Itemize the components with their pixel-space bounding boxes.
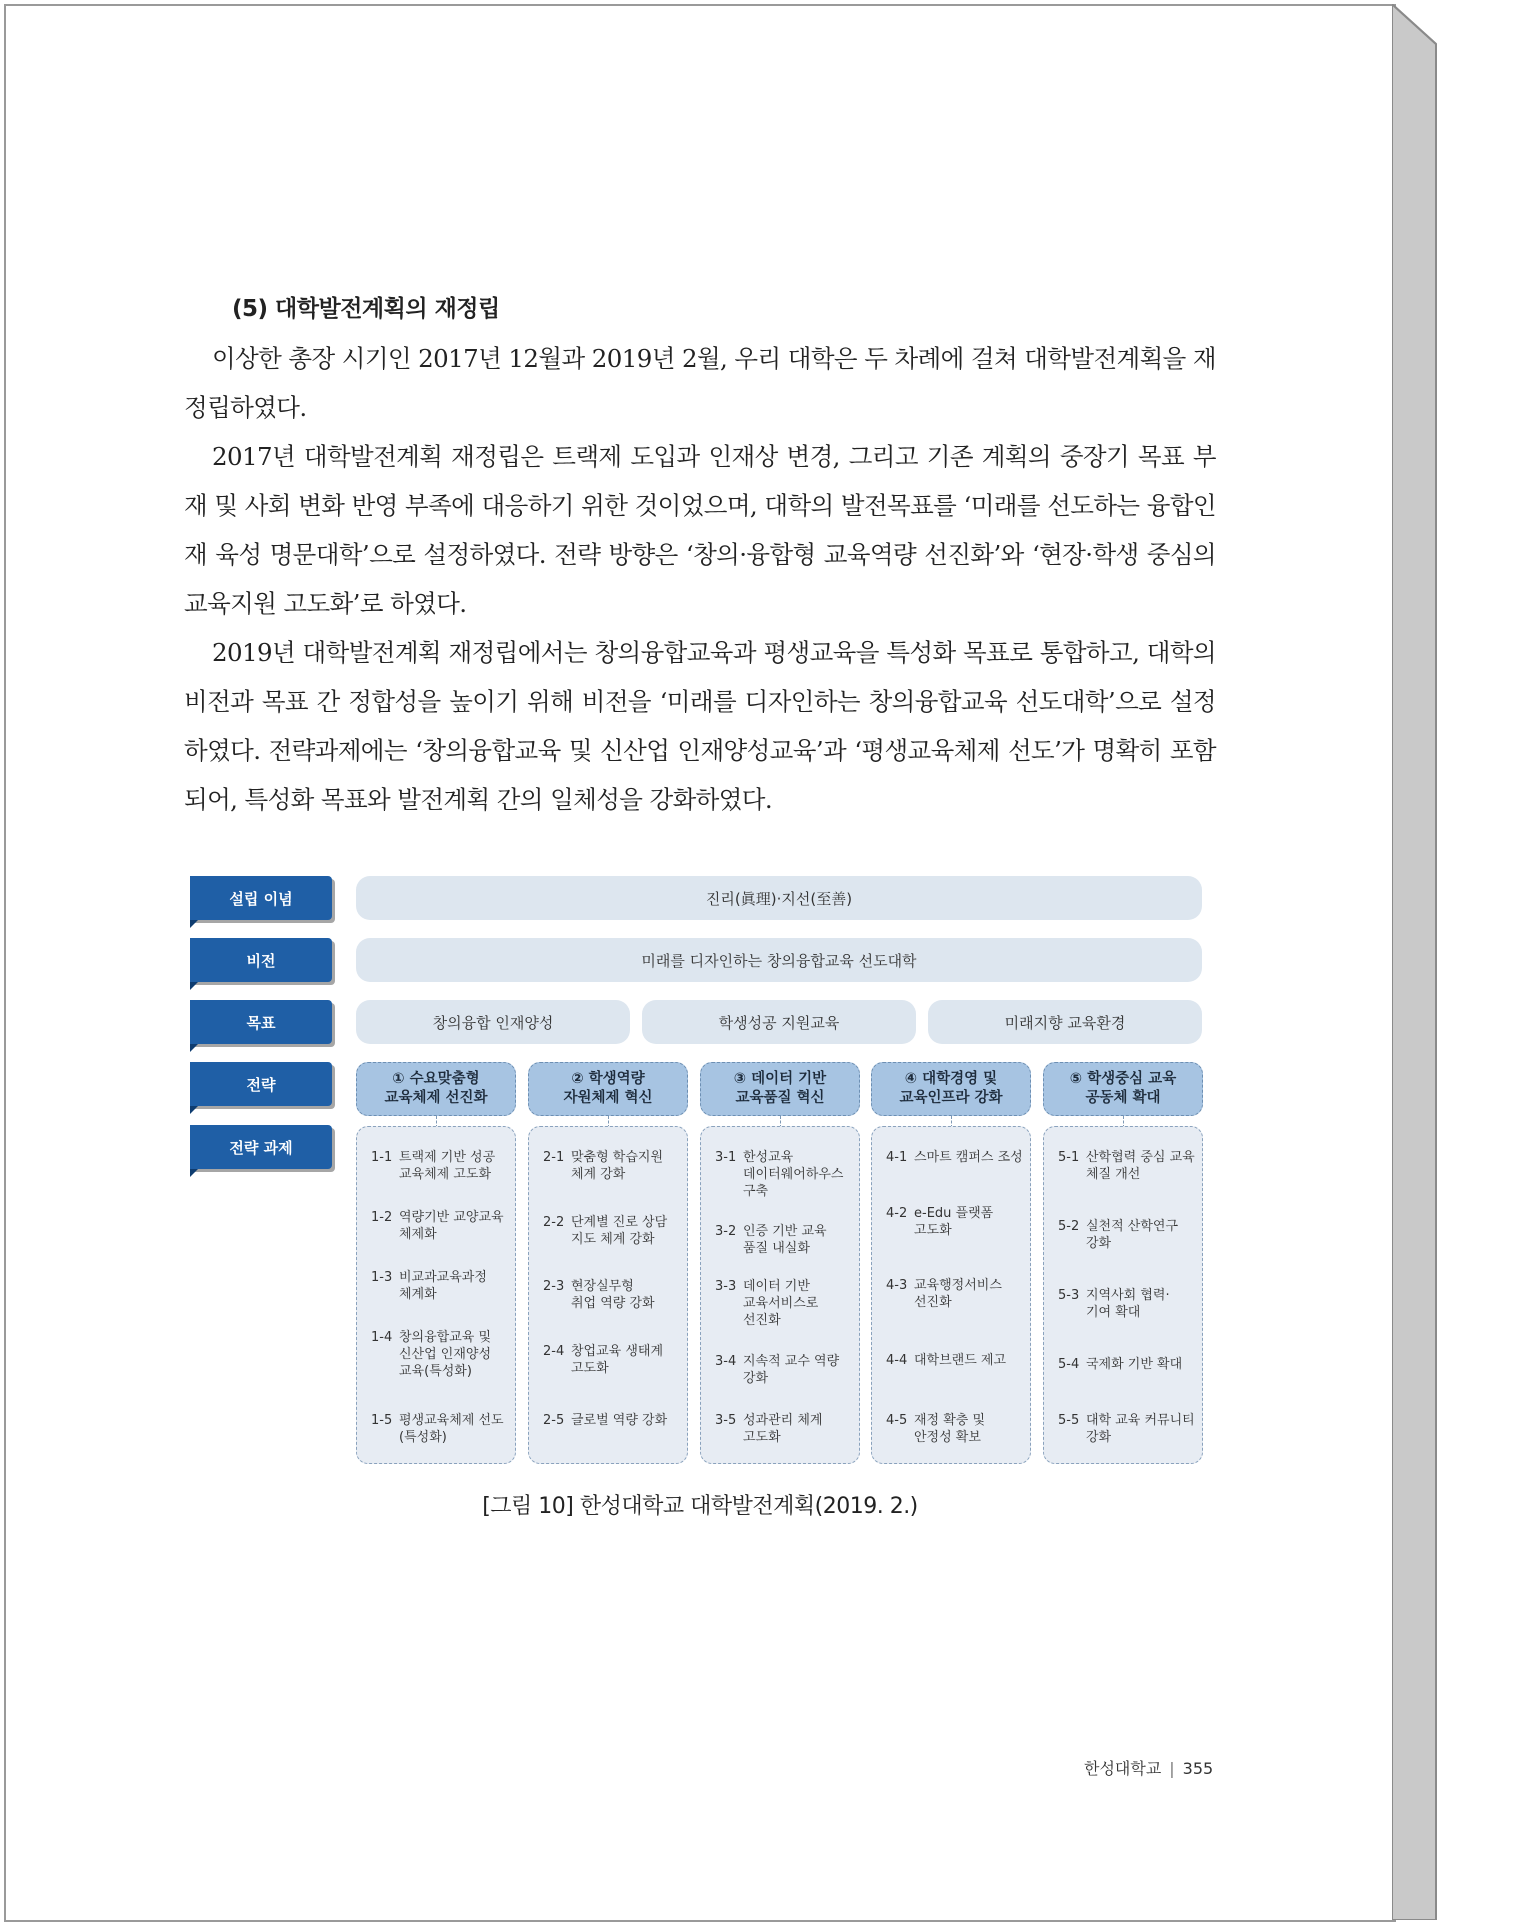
paragraph-1: 이상한 총장 시기인 2017년 12월과 2019년 2월, 우리 대학은 두 차례에 걸쳐 대학발전계획을 재정립하였다.: [184, 344, 1216, 422]
task-number: 4-4: [886, 1353, 908, 1368]
task-number: 5-2: [1058, 1219, 1080, 1234]
task-number: 1-2: [371, 1210, 393, 1225]
task-number: 1-5: [371, 1413, 393, 1428]
task-text: 지역사회 협력· 기여 확대: [1086, 1288, 1170, 1320]
task-number: 2-3: [543, 1279, 565, 1294]
task-column-3: [700, 1126, 860, 1464]
task-number: 3-3: [715, 1279, 737, 1294]
task-text: 교육행정서비스 선진화: [914, 1278, 1002, 1310]
task-item: [715, 1223, 857, 1257]
task-item: [886, 1277, 1028, 1311]
task-number: 3-2: [715, 1224, 737, 1239]
task-number: 5-1: [1058, 1150, 1080, 1165]
task-text: 한성교육 데이터웨어하우스 구축: [743, 1150, 844, 1199]
task-text: 창의융합교육 및 신산업 인재양성 교육(특성화): [399, 1330, 492, 1379]
task-text: 산학협력 중심 교육 체질 개선: [1086, 1150, 1195, 1182]
task-text: 실천적 산학연구 강화: [1086, 1219, 1179, 1251]
task-text: 성과관리 체계 고도화: [743, 1413, 823, 1445]
task-item: [1058, 1149, 1200, 1183]
task-item: [1058, 1412, 1200, 1446]
task-text: 대학 교육 커뮤니티 강화: [1086, 1413, 1195, 1445]
task-number: 3-5: [715, 1413, 737, 1428]
body-text: [184, 334, 1216, 824]
task-item: [543, 1343, 685, 1377]
book-edge: [1392, 4, 1442, 1920]
task-column-1: [356, 1126, 516, 1464]
task-number: 2-2: [543, 1215, 565, 1230]
task-number: 1-1: [371, 1150, 393, 1165]
task-item: [371, 1149, 513, 1183]
task-text: 재정 확충 및 안정성 확보: [914, 1413, 986, 1445]
task-column-5: [1043, 1126, 1203, 1464]
task-text: 스마트 캠퍼스 조성: [914, 1150, 1023, 1165]
strategy-3: ③ 데이터 기반 교육품질 혁신: [700, 1062, 860, 1116]
task-text: 글로벌 역량 강화: [571, 1413, 668, 1428]
task-text: 단계별 진로 상담 지도 체계 강화: [571, 1215, 668, 1247]
task-number: 2-1: [543, 1150, 565, 1165]
paragraph-3: 2019년 대학발전계획 재정립에서는 창의융합교육과 평생교육을 특성화 목표로 통합하고, 대학의 비전과 목표 간 정합성을 높이기 위해 비전을 ‘미래를 디자인하는 창의융합교육 선도대학’으로 설정하였다. 전략과제에는 ‘창의융합교육 및 신산업 인재양성교육’과 ‘평생교육체제 선도’가 명확히 포함되어, 특성화 목표와 발전계획 간의 일체성을 강화하였다.: [184, 638, 1216, 814]
task-number: 1-3: [371, 1270, 393, 1285]
label-vision: 비전: [190, 938, 332, 982]
task-item: [886, 1412, 1028, 1446]
page-number: 355: [1182, 1759, 1214, 1778]
task-number: 4-1: [886, 1150, 908, 1165]
task-text: 비교과교육과정 체계화: [399, 1270, 487, 1302]
task-item: [886, 1149, 1028, 1166]
task-number: 5-4: [1058, 1357, 1080, 1372]
task-item: [543, 1412, 685, 1429]
task-number: 5-3: [1058, 1288, 1080, 1303]
task-item: [543, 1149, 685, 1183]
footer-separator: |: [1169, 1759, 1175, 1778]
task-text: 평생교육체제 선도 (특성화): [399, 1413, 504, 1445]
task-item: [715, 1353, 857, 1387]
task-item: [715, 1278, 857, 1329]
task-number: 2-5: [543, 1413, 565, 1428]
label-goal: 목표: [190, 1000, 332, 1044]
goal-2: 학생성공 지원교육: [642, 1000, 916, 1044]
task-text: 트랙제 기반 성공 교육체제 고도화: [399, 1150, 496, 1182]
goal-3: 미래지향 교육환경: [928, 1000, 1202, 1044]
task-number: 4-3: [886, 1278, 908, 1293]
task-item: [1058, 1287, 1200, 1321]
task-number: 1-4: [371, 1330, 393, 1345]
task-number: 3-4: [715, 1354, 737, 1369]
task-item: [886, 1205, 1028, 1239]
task-column-2: [528, 1126, 688, 1464]
task-item: [543, 1278, 685, 1312]
strategy-2: ② 학생역량 자원체제 혁신: [528, 1062, 688, 1116]
task-text: 창업교육 생태계 고도화: [571, 1344, 664, 1376]
section-title: (5) 대학발전계획의 재정립: [232, 296, 500, 322]
task-text: 대학브랜드 제고: [914, 1353, 1007, 1368]
strategy-1: ① 수요맞춤형 교육체제 선진화: [356, 1062, 516, 1116]
task-number: 4-5: [886, 1413, 908, 1428]
task-number: 5-5: [1058, 1413, 1080, 1428]
label-strategy: 전략: [190, 1062, 332, 1106]
task-text: 인증 기반 교육 품질 내실화: [743, 1224, 827, 1256]
task-text: 국제화 기반 확대: [1086, 1357, 1183, 1372]
task-item: [371, 1329, 513, 1380]
task-item: [715, 1149, 857, 1200]
task-item: [1058, 1356, 1200, 1373]
task-item: [371, 1269, 513, 1303]
paragraph-2: 2017년 대학발전계획 재정립은 트랙제 도입과 인재상 변경, 그리고 기존 계획의 중장기 목표 부재 및 사회 변화 반영 부족에 대응하기 위한 것이었으며, 대학의 발전목표를 ‘미래를 선도하는 융합인재 육성 명문대학’으로 설정하였다. 전략 방향은 ‘창의·융합형 교육역량 선진화’와 ‘현장·학생 중심의 교육지원 고도화’로 하였다.: [184, 442, 1216, 618]
task-item: [371, 1209, 513, 1243]
label-tasks: 전략 과제: [190, 1125, 332, 1169]
task-column-4: [871, 1126, 1031, 1464]
strategy-5: ⑤ 학생중심 교육 공동체 확대: [1043, 1062, 1203, 1116]
task-item: [371, 1412, 513, 1446]
task-item: [543, 1214, 685, 1248]
task-item: [715, 1412, 857, 1446]
development-plan-figure: [190, 872, 1210, 1472]
task-item: [886, 1352, 1028, 1369]
footer-university: 한성대학교: [1084, 1759, 1162, 1778]
strategy-4: ④ 대학경영 및 교육인프라 강화: [871, 1062, 1031, 1116]
goal-1: 창의융합 인재양성: [356, 1000, 630, 1044]
task-text: 역량기반 교양교육 체제화: [399, 1210, 504, 1242]
task-text: e-Edu 플랫폼 고도화: [914, 1206, 994, 1238]
task-text: 맞춤형 학습지원 체계 강화: [571, 1150, 664, 1182]
task-item: [1058, 1218, 1200, 1252]
task-text: 데이터 기반 교육서비스로 선진화: [743, 1279, 819, 1328]
label-founding: 설립 이념: [190, 876, 332, 920]
task-number: 2-4: [543, 1344, 565, 1359]
founding-philosophy: 진리(眞理)·지선(至善): [356, 876, 1202, 920]
page-footer: [1084, 1756, 1213, 1779]
task-number: 3-1: [715, 1150, 737, 1165]
vision-statement: 미래를 디자인하는 창의융합교육 선도대학: [356, 938, 1202, 982]
task-number: 4-2: [886, 1206, 908, 1221]
figure-caption: [그림 10] 한성대학교 대학발전계획(2019. 2.): [482, 1494, 918, 1519]
task-text: 현장실무형 취업 역량 강화: [571, 1279, 655, 1311]
task-text: 지속적 교수 역량 강화: [743, 1354, 840, 1386]
